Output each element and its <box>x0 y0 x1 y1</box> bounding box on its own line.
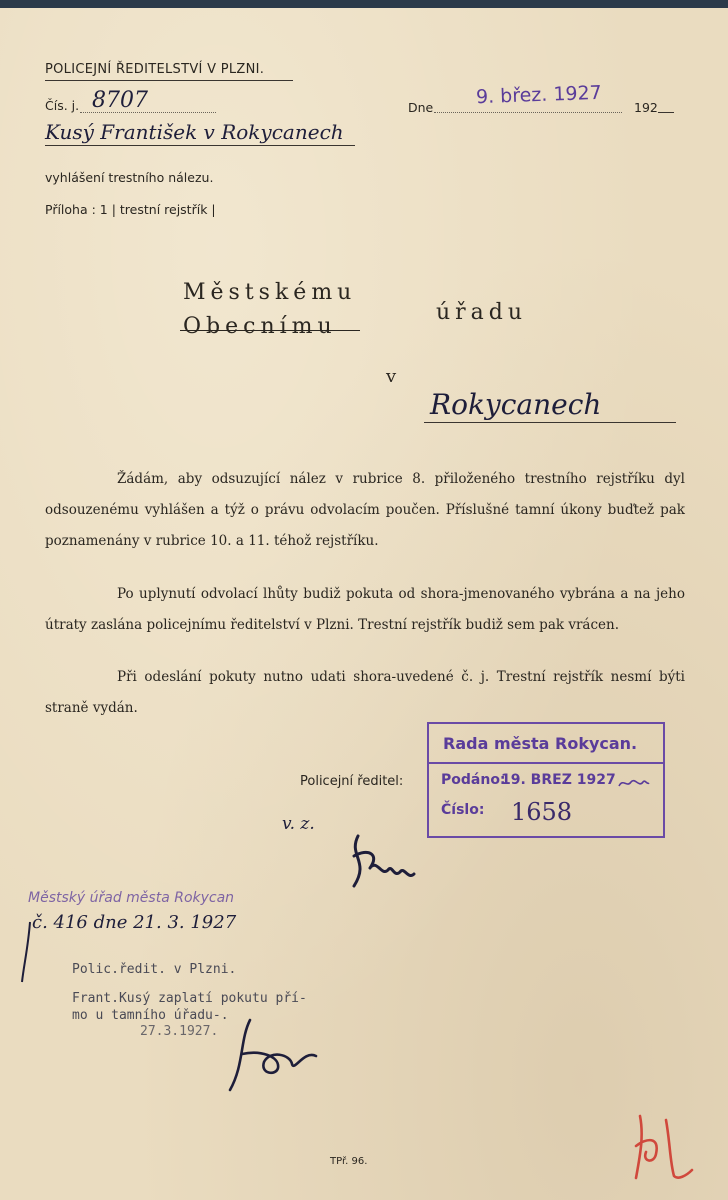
paragraph-1 <box>45 464 685 557</box>
date-stamp: 9. břez. 1927 <box>475 81 603 109</box>
place-underline <box>424 422 676 423</box>
stamp-title: Rada města Rokycan. <box>443 734 638 753</box>
office-word: úřadu <box>436 300 528 325</box>
bottom-stamp-line: Městský úřad města Rokycan <box>28 890 235 906</box>
bottom-handwritten-ref: č. 416 dne 21. 3. 1927 <box>32 912 237 933</box>
addressee-line1: Městskému <box>183 280 357 305</box>
print-code: TPř. 96. <box>330 1156 368 1167</box>
addressee-line2: Obecnímu <box>183 314 337 339</box>
vz-handwritten: v. z. <box>282 814 315 834</box>
stamp-filed-label: Podáno: <box>441 772 506 788</box>
office-name: POLICEJNÍ ŘEDITELSTVÍ V PLZNI. <box>45 62 265 77</box>
subject-text: vyhlášení trestního nálezu. <box>45 170 214 185</box>
stamp-number: 1658 <box>511 798 573 826</box>
document-page <box>0 8 728 1200</box>
year-line <box>658 112 674 113</box>
red-pencil-mark <box>626 1096 716 1186</box>
paragraph-2 <box>45 579 685 641</box>
header-underline <box>45 80 293 81</box>
director-signature <box>340 826 430 906</box>
subject-underline <box>45 145 355 146</box>
stamp-number-label: Číslo: <box>441 802 485 818</box>
paragraph-2-text: Po uplynutí odvolací lhůty budiž pokuta od shora-jmenovaného vybrána a na jeho útraty zaslána policejnímu ředitelství v Plzni. Trestní rejstřík budiž sem pak vrácen. <box>45 586 685 633</box>
paragraph-3-text: Při odeslání pokuty nutno udati shora-uvedené č. j. Trestní rejstřík nesmí býti straně vydán. <box>45 669 685 716</box>
note-signature <box>220 1010 330 1100</box>
strikethrough-line <box>180 330 360 331</box>
director-label: Policejní ředitel: <box>300 774 404 789</box>
note-line1: Polic.ředit. v Plzni. <box>72 962 237 977</box>
note-line3: mo u tamního úřadu-. <box>72 1008 229 1023</box>
ref-label: Čís. j. <box>45 98 80 113</box>
subject-handwritten: Kusý František v Rokycanech <box>45 120 344 144</box>
receipt-stamp <box>427 722 665 838</box>
paragraph-1-text: Žádám, aby odsuzující nález v rubrice 8. přiloženého trestního rejstříku dyl odsouzenému vyhlášen a týž o právu odvolacím poučen. Příslušné tamní úkony buďtež pak poznamenány v rubrice 10. a 11. téhož rejstříku. <box>45 471 685 549</box>
paragraph-3 <box>45 662 685 724</box>
stamp-divider <box>429 762 663 764</box>
ref-line <box>80 112 216 113</box>
year-label: 192 <box>634 100 658 115</box>
stamp-scribble <box>617 776 651 790</box>
stamp-filed-date: 19. BREZ 1927 <box>501 772 616 788</box>
place-handwritten: Rokycanech <box>430 388 602 421</box>
attachment-line: Příloha : 1 | trestní rejstřík | <box>45 202 216 217</box>
preposition-v: v <box>386 366 397 387</box>
note-line2: Frant.Kusý zaplatí pokutu pří- <box>72 991 307 1006</box>
bottom-left-mark <box>18 918 38 988</box>
date-line <box>434 112 622 113</box>
ref-number: 8707 <box>92 88 148 113</box>
date-label: Dne <box>408 100 434 115</box>
note-line4: 27.3.1927. <box>140 1024 219 1039</box>
